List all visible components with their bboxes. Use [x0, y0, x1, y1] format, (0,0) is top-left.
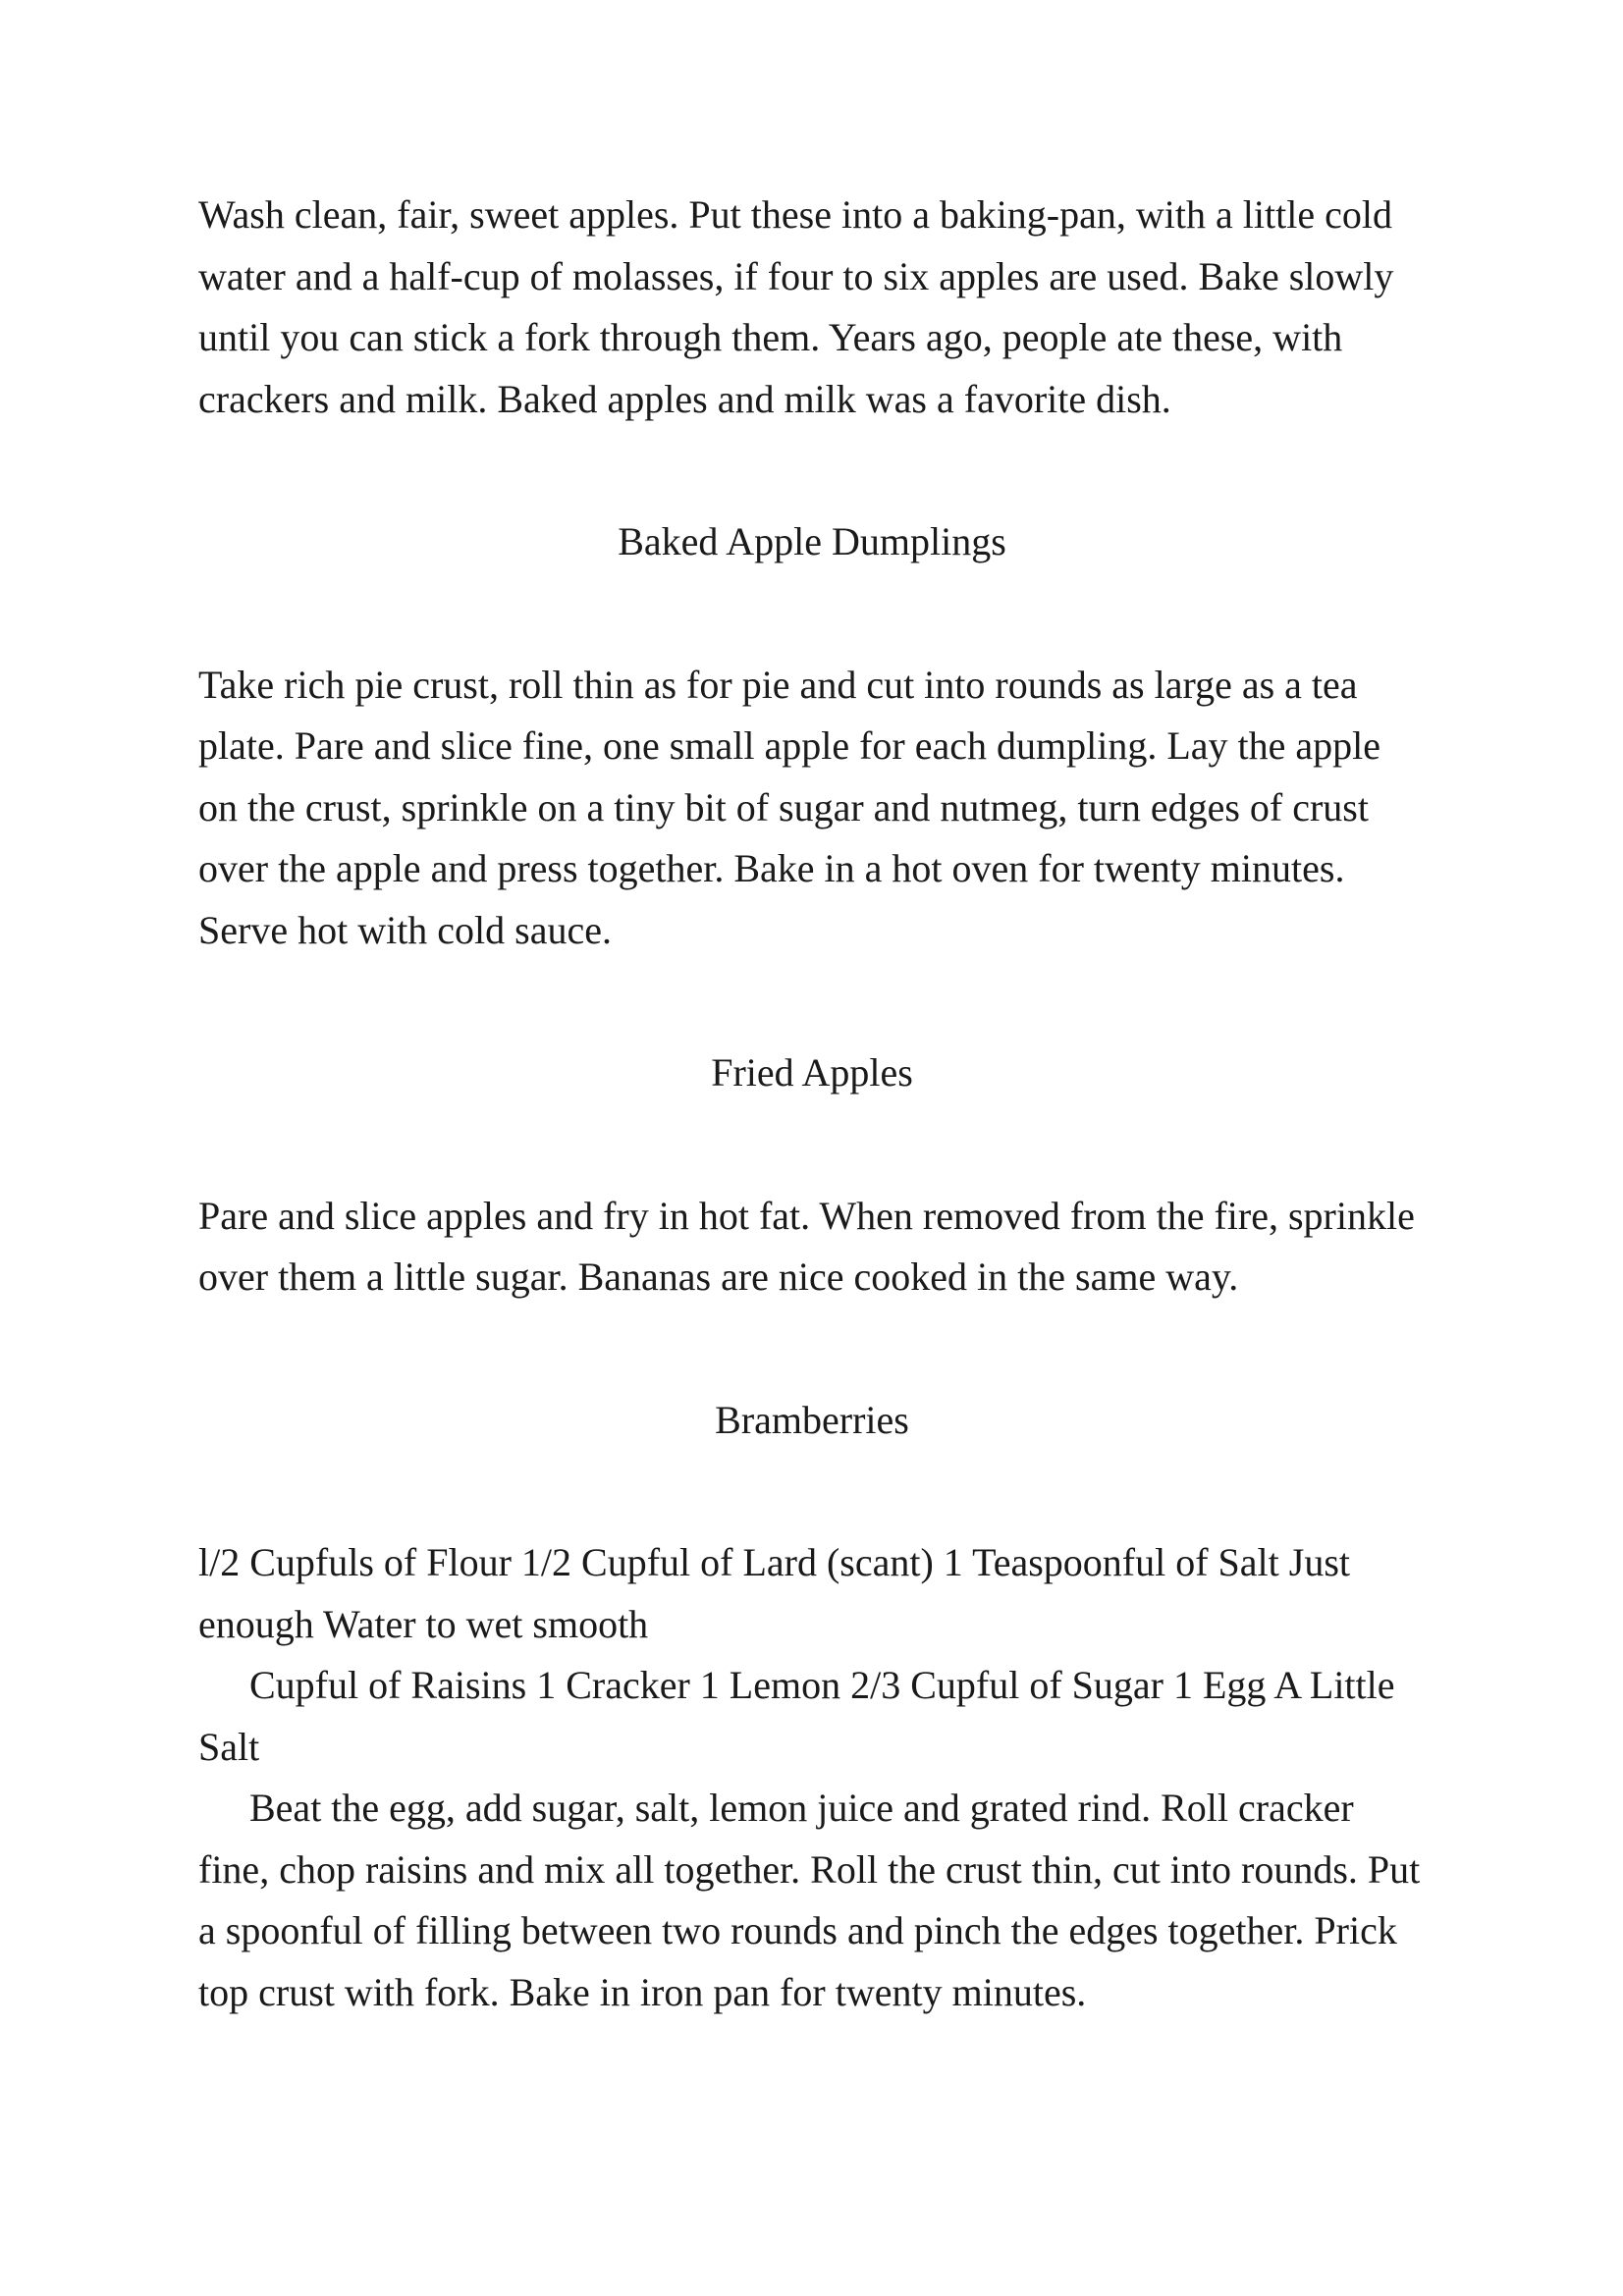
- spacer: [198, 573, 1426, 655]
- section-body-fried-apples: Pare and slice apples and fry in hot fat. When removed from the fire, sprinkle over them a little sugar. Bananas are nice cooked in the same way.: [198, 1193, 1415, 1299]
- bramberries-filling-ingredients: Cupful of Raisins 1 Cracker 1 Lemon 2/3 Cupful of Sugar 1 Egg A Little Salt: [198, 1663, 1395, 1769]
- bramberries-directions: Beat the egg, add sugar, salt, lemon juice and grated rind. Roll cracker fine, chop raisins and mix all together. Roll the crust thin, cut into rounds. Put a spoonful of filling between two rounds and pinch the edges together. Prick top crust with fork. Bake in iron pan for twenty minutes.: [198, 1786, 1421, 2014]
- section-title-fried-apples: Fried Apples: [711, 1050, 913, 1095]
- spacer: [198, 961, 1426, 1042]
- intro-paragraph: Wash clean, fair, sweet apples. Put these into a baking-pan, with a little cold water and a half-cup of molasses, if four to six apples are used. Bake slowly until you can stick a fork through them. Years ago, people ate these, with crackers and milk. Baked apples and milk was a favorite dish.: [198, 192, 1394, 421]
- section-body-baked-apple-dumplings: Take rich pie crust, roll thin as for pie and cut into rounds as large as a tea plate. Pare and slice fine, one small apple for each dumpling. Lay the apple on the crust, sprinkle on a tiny bit of sugar and nutmeg, turn edges of crust over the apple and press together. Bake in a hot oven for twenty minutes. Serve hot with cold sauce.: [198, 662, 1381, 952]
- spacer: [198, 1308, 1426, 1390]
- spacer: [198, 1451, 1426, 1532]
- spacer: [198, 1104, 1426, 1186]
- section-title-baked-apple-dumplings: Baked Apple Dumplings: [618, 519, 1006, 563]
- bramberries-crust-ingredients: l/2 Cupfuls of Flour 1/2 Cupful of Lard (scant) 1 Teaspoonful of Salt Just enough Water to wet smooth: [198, 1540, 1351, 1646]
- spacer: [198, 430, 1426, 511]
- document-page: [198, 185, 1426, 2023]
- section-title-bramberries: Bramberries: [715, 1397, 909, 1442]
